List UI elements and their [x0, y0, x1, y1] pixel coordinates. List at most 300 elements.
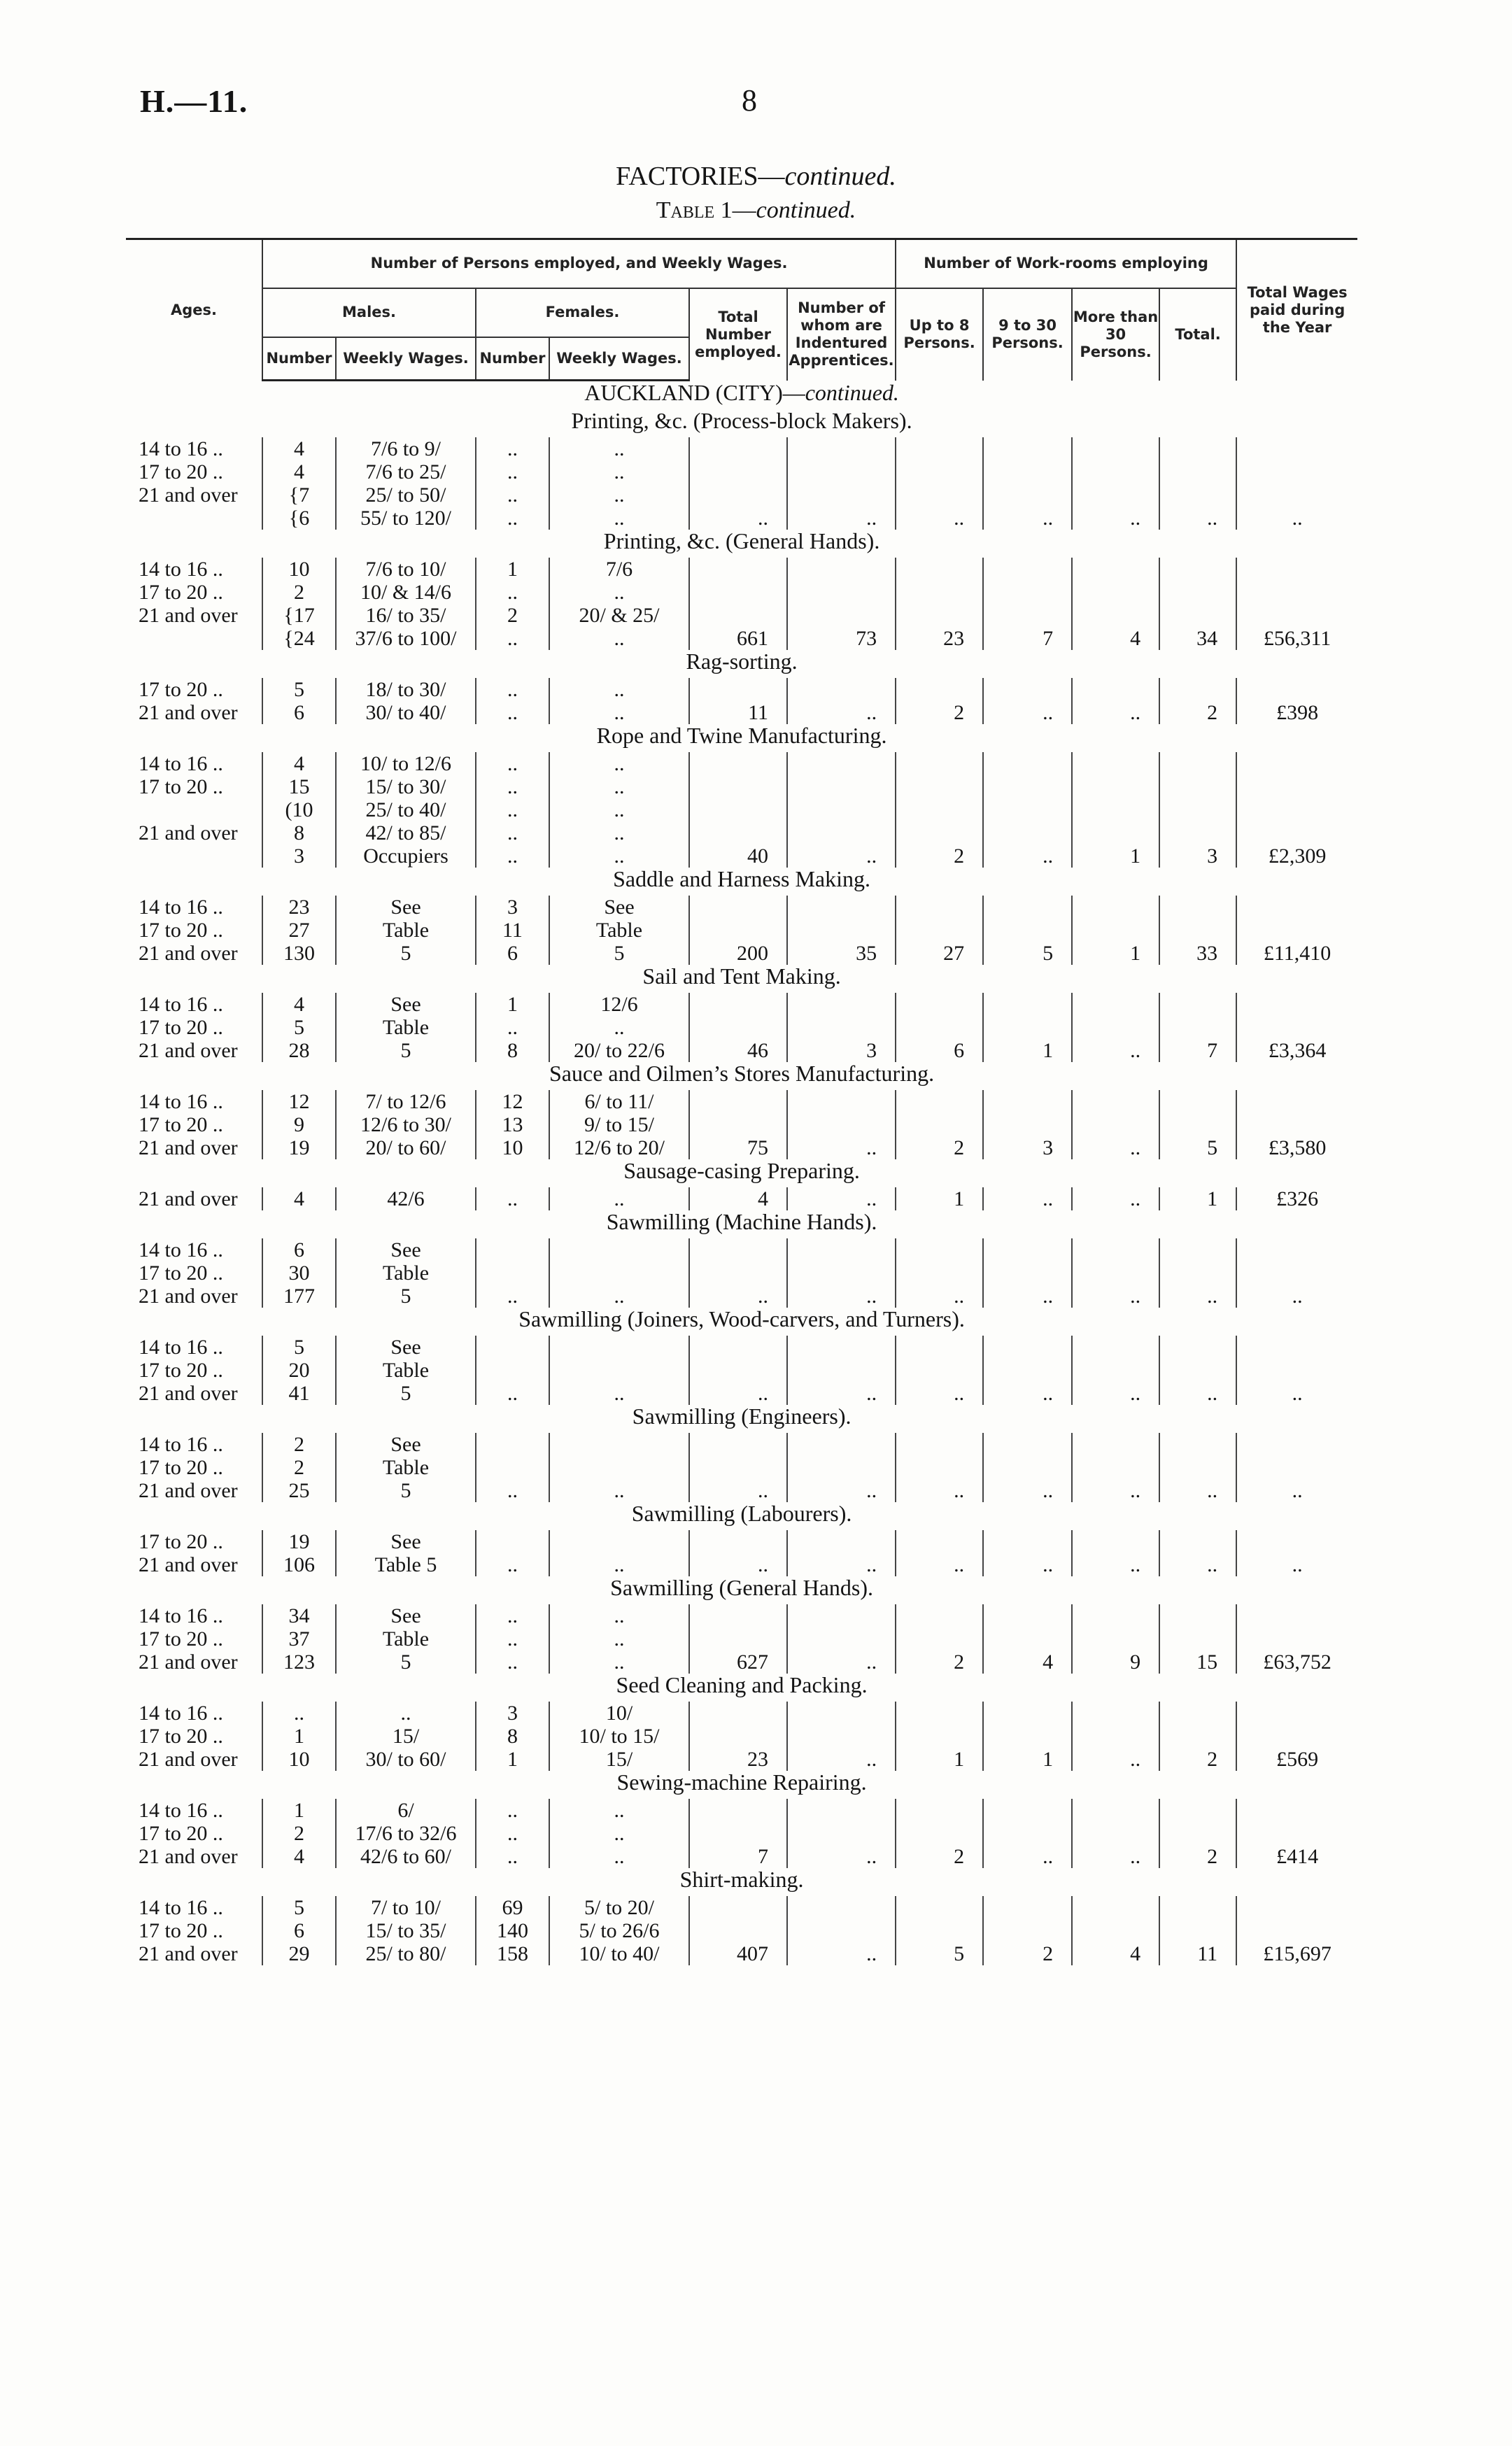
- females-number-line: 10: [502, 1136, 523, 1159]
- males-number-line: (10: [285, 798, 313, 821]
- males-wages: [336, 437, 476, 530]
- males-wages: [336, 1702, 476, 1771]
- males-number-line: 27: [288, 919, 310, 942]
- ages-line: 17 to 20 ..: [139, 1822, 223, 1845]
- ages-line: 21 and over: [139, 483, 238, 507]
- females-wages-line: [550, 1238, 688, 1261]
- males-wages-line: Table: [382, 1359, 430, 1382]
- females-wages: [549, 1238, 689, 1308]
- ages: [126, 896, 262, 965]
- males-wages-line: 5: [400, 1479, 411, 1502]
- rooms-9-to-30: 4: [983, 1604, 1072, 1674]
- title-continued: continued.: [784, 162, 896, 191]
- total-employed: 11: [689, 678, 787, 724]
- rooms-up-to-8: 2: [896, 678, 983, 724]
- section-data-row: [126, 1799, 1357, 1868]
- females-number-line: ..: [507, 701, 518, 724]
- females-wages: [549, 752, 689, 868]
- males-wages-line: Table: [382, 1627, 430, 1650]
- females-wages-line: See: [604, 896, 635, 919]
- ages: [126, 752, 262, 868]
- apprentices: ..: [787, 1702, 896, 1771]
- males-number-line: 10: [288, 558, 310, 581]
- males-wages-line: 15/ to 30/: [365, 775, 446, 798]
- females-wages-line: 20/ to 22/6: [573, 1039, 665, 1062]
- col-more-than-30: More than 30 Persons.: [1072, 288, 1159, 381]
- males-number-line: 29: [288, 1942, 310, 1965]
- females-wages-line: ..: [614, 483, 625, 507]
- males-number-line: 20: [288, 1359, 310, 1382]
- females-wages: [549, 1799, 689, 1868]
- females-number: [476, 993, 549, 1062]
- ages-line: 21 and over: [139, 1479, 238, 1502]
- total-employed: ..: [689, 1336, 787, 1405]
- total-wages: £326: [1236, 1187, 1357, 1210]
- males-wages-line: 20/ to 60/: [365, 1136, 446, 1159]
- section-title-row: [126, 1674, 1357, 1702]
- males-number-line: 23: [288, 896, 310, 919]
- males-number-line: 5: [294, 1016, 304, 1039]
- males-wages: [336, 1238, 476, 1308]
- ages-line: [139, 507, 262, 530]
- females-wages-line: [550, 1336, 688, 1359]
- factories-table: [126, 238, 1357, 1965]
- females-wages-line: ..: [614, 627, 625, 650]
- rooms-more-than-30: ..: [1072, 1336, 1159, 1405]
- section-data-row: [126, 437, 1357, 530]
- males-number-line: 130: [283, 942, 315, 965]
- col-9-to-30: 9 to 30 Persons.: [983, 288, 1072, 381]
- apprentices: 73: [787, 558, 896, 650]
- page-number: 8: [742, 83, 757, 118]
- ages-line: 17 to 20 ..: [139, 1261, 223, 1285]
- males-wages-line: See: [390, 1336, 421, 1359]
- females-number-line: ..: [507, 581, 518, 604]
- females-wages-line: ..: [614, 1604, 625, 1627]
- males-wages-line: 25/ to 40/: [365, 798, 446, 821]
- females-number: [476, 437, 549, 530]
- ages-line: 14 to 16 ..: [139, 1238, 223, 1261]
- rooms-9-to-30: 3: [983, 1090, 1072, 1159]
- total-employed: 7: [689, 1799, 787, 1868]
- ages: [126, 1896, 262, 1965]
- ages-line: 14 to 16 ..: [139, 896, 223, 919]
- rooms-9-to-30: ..: [983, 1238, 1072, 1308]
- section-title-cell: [126, 724, 1357, 752]
- males-number: [262, 1604, 336, 1674]
- ages-line: 21 and over: [139, 1285, 238, 1308]
- males-wages-line: Table 5: [374, 1553, 437, 1576]
- apprentices: 35: [787, 896, 896, 965]
- section-title-row: [126, 1405, 1357, 1433]
- total-wages: ..: [1236, 437, 1357, 530]
- males-number-line: 6: [294, 701, 304, 724]
- ages-line: 17 to 20 ..: [139, 460, 223, 483]
- rooms-total: 15: [1159, 1604, 1236, 1674]
- ages-line: 17 to 20 ..: [139, 1627, 223, 1650]
- females-wages-line: [550, 1456, 688, 1479]
- males-number-line: 6: [294, 1919, 304, 1942]
- males-number-line: {7: [288, 483, 310, 507]
- total-wages: £569: [1236, 1702, 1357, 1771]
- ages-line: 14 to 16 ..: [139, 1090, 223, 1113]
- males-wages-line: See: [390, 1530, 421, 1553]
- ages-line: 17 to 20 ..: [139, 919, 223, 942]
- section-title-cell: [126, 1308, 1357, 1336]
- rooms-up-to-8: 23: [896, 558, 983, 650]
- males-number-line: 4: [294, 460, 304, 483]
- females-number-line: 8: [507, 1725, 518, 1748]
- section-title-row: [126, 650, 1357, 678]
- males-number-line: 5: [294, 678, 304, 701]
- females-number: [476, 1238, 549, 1308]
- rooms-9-to-30: 1: [983, 1702, 1072, 1771]
- rooms-up-to-8: 1: [896, 1702, 983, 1771]
- total-employed: 4: [689, 1187, 787, 1210]
- rooms-9-to-30: 7: [983, 558, 1072, 650]
- section-data-row: [126, 558, 1357, 650]
- females-wages: [549, 558, 689, 650]
- col-indentured: Number of whom are Indentured Apprentices.: [787, 288, 896, 381]
- section-title-cell: [126, 1868, 1357, 1896]
- females-wages-line: 9/ to 15/: [584, 1113, 654, 1136]
- males-number: [262, 558, 336, 650]
- males-number: [262, 993, 336, 1062]
- rooms-up-to-8: ..: [896, 1238, 983, 1308]
- region-row: [126, 381, 1357, 410]
- table-body: [126, 381, 1357, 1966]
- region-continued: continued.: [805, 380, 899, 405]
- females-number-line: ..: [507, 1627, 518, 1650]
- ages-line: 17 to 20 ..: [139, 1530, 223, 1553]
- females-number-line: ..: [507, 798, 518, 821]
- females-number-value: ..: [507, 1553, 518, 1576]
- section-title-cell: [126, 409, 1357, 437]
- rooms-up-to-8: 2: [896, 752, 983, 868]
- males-wages-line: 16/ to 35/: [365, 604, 446, 627]
- females-wages: [549, 1090, 689, 1159]
- ages: [126, 1702, 262, 1771]
- females-number-line: ..: [507, 437, 518, 460]
- ages-line: [139, 798, 262, 821]
- females-number-line: 6: [507, 942, 518, 965]
- males-wages-line: 42/6: [387, 1187, 425, 1210]
- females-wages-line: ..: [614, 678, 625, 701]
- total-employed: ..: [689, 1238, 787, 1308]
- ages-line: 17 to 20 ..: [139, 1016, 223, 1039]
- ages: [126, 1604, 262, 1674]
- section-title-row: [126, 1502, 1357, 1530]
- section-title-row: [126, 1868, 1357, 1896]
- females-wages: [549, 678, 689, 724]
- females-number-line: 158: [497, 1942, 528, 1965]
- females-wages: [549, 1702, 689, 1771]
- females-wages-line: ..: [614, 752, 625, 775]
- rooms-9-to-30: 2: [983, 1896, 1072, 1965]
- section-data-row: [126, 1530, 1357, 1576]
- males-number-line: 10: [288, 1748, 310, 1771]
- ages: [126, 993, 262, 1062]
- males-wages-line: Occupiers: [363, 844, 448, 868]
- males-wages-line: Table: [382, 919, 430, 942]
- males-wages-line: 6/: [397, 1799, 414, 1822]
- ages: [126, 678, 262, 724]
- section-title-row: [126, 1210, 1357, 1238]
- males-wages-line: 15/: [392, 1725, 420, 1748]
- ages-line: 21 and over: [139, 1187, 238, 1210]
- rooms-up-to-8: ..: [896, 1530, 983, 1576]
- col-rooms-total: Total.: [1159, 288, 1236, 381]
- males-wages: [336, 993, 476, 1062]
- females-wages: [549, 437, 689, 530]
- section-title: Sauce and Oilmen’s Stores Manufacturing.: [549, 1061, 935, 1086]
- males-wages: [336, 678, 476, 724]
- males-wages: [336, 1530, 476, 1576]
- ages-line: 21 and over: [139, 942, 238, 965]
- males-number: [262, 437, 336, 530]
- males-number-line: 25: [288, 1479, 310, 1502]
- section-title-cell: [126, 1159, 1357, 1187]
- males-wages: [336, 752, 476, 868]
- females-number: [476, 1604, 549, 1674]
- males-number-line: 28: [288, 1039, 310, 1062]
- females-wages-line: ..: [614, 775, 625, 798]
- region-heading: [126, 381, 1357, 410]
- apprentices: ..: [787, 437, 896, 530]
- females-wages-line: 7/6: [605, 558, 633, 581]
- males-wages-line: 12/6 to 30/: [360, 1113, 451, 1136]
- males-number-line: 2: [294, 1822, 304, 1845]
- males-number: [262, 1238, 336, 1308]
- females-wages-line: ..: [614, 1187, 625, 1210]
- rooms-total: ..: [1159, 1238, 1236, 1308]
- section-title-cell: [126, 1062, 1357, 1090]
- males-number: [262, 1530, 336, 1576]
- rooms-more-than-30: ..: [1072, 678, 1159, 724]
- section-title-cell: [126, 650, 1357, 678]
- ages: [126, 1530, 262, 1576]
- rooms-more-than-30: ..: [1072, 1433, 1159, 1502]
- total-employed: 627: [689, 1604, 787, 1674]
- females-wages-line: 5: [614, 942, 625, 965]
- col-females-number: Number: [476, 337, 549, 381]
- females-number-line: 1: [507, 558, 518, 581]
- section-data-row: [126, 1238, 1357, 1308]
- rooms-more-than-30: ..: [1072, 1702, 1159, 1771]
- males-number-line: 5: [294, 1336, 304, 1359]
- group-workrooms: Number of Work-rooms employing: [896, 239, 1236, 288]
- section-data-row: [126, 1604, 1357, 1674]
- females-number-line: 11: [502, 919, 523, 942]
- males-wages-line: ..: [400, 1702, 411, 1725]
- males-wages-line: 42/6 to 60/: [360, 1845, 451, 1868]
- rooms-more-than-30: 4: [1072, 558, 1159, 650]
- females-wages-line: [550, 1433, 688, 1456]
- males-number-line: 34: [288, 1604, 310, 1627]
- ages: [126, 1187, 262, 1210]
- females-number-line: ..: [507, 1187, 518, 1210]
- males-number-line: 177: [283, 1285, 315, 1308]
- males-wages-line: 37/6 to 100/: [355, 627, 457, 650]
- females-wages-line: ..: [614, 1627, 625, 1650]
- females-number-line: ..: [507, 821, 518, 844]
- rooms-total: 11: [1159, 1896, 1236, 1965]
- section-data-row: [126, 896, 1357, 965]
- apprentices: 3: [787, 993, 896, 1062]
- rooms-more-than-30: ..: [1072, 1799, 1159, 1868]
- rooms-up-to-8: 6: [896, 993, 983, 1062]
- total-wages: £3,364: [1236, 993, 1357, 1062]
- females-number-line: 13: [502, 1113, 523, 1136]
- ages-line: 21 and over: [139, 701, 238, 724]
- ages-line: 21 and over: [139, 1382, 238, 1405]
- rooms-up-to-8: ..: [896, 1433, 983, 1502]
- section-data-row: [126, 1896, 1357, 1965]
- females-wages-line: ..: [614, 1845, 625, 1868]
- ages-line: 21 and over: [139, 604, 238, 627]
- ages-line: 21 and over: [139, 821, 238, 844]
- rooms-9-to-30: 5: [983, 896, 1072, 965]
- females-wages-line: 10/ to 15/: [579, 1725, 660, 1748]
- females-number: [476, 896, 549, 965]
- ages-line: [139, 844, 262, 868]
- section-title-row: [126, 724, 1357, 752]
- rooms-up-to-8: 2: [896, 1604, 983, 1674]
- males-number-line: 15: [288, 775, 310, 798]
- col-females-wages: Weekly Wages.: [549, 337, 689, 381]
- section-title-cell: [126, 530, 1357, 558]
- females-wages-line: ..: [614, 1553, 625, 1576]
- males-number-line: 19: [288, 1530, 310, 1553]
- apprentices: ..: [787, 1530, 896, 1576]
- females-number: [476, 1090, 549, 1159]
- col-up-to-8: Up to 8 Persons.: [896, 288, 983, 381]
- ages: [126, 1799, 262, 1868]
- females-wages-line: 15/: [605, 1748, 633, 1771]
- total-employed: 200: [689, 896, 787, 965]
- ages-line: 14 to 16 ..: [139, 558, 223, 581]
- page-title: [0, 161, 1512, 192]
- females-wages-line: ..: [614, 844, 625, 868]
- section-title-cell: [126, 1674, 1357, 1702]
- males-number-line: 41: [288, 1382, 310, 1405]
- females-number-line: ..: [507, 1650, 518, 1674]
- section-title-row: [126, 1308, 1357, 1336]
- males-wages-line: 5: [400, 1382, 411, 1405]
- females-wages-line: ..: [614, 1479, 625, 1502]
- section-data-row: [126, 1090, 1357, 1159]
- section-title: Printing, &c. (Process-block Makers).: [571, 408, 912, 433]
- ages-line: 21 and over: [139, 1039, 238, 1062]
- section-title: Sawmilling (Labourers).: [631, 1501, 852, 1526]
- ages-line: 17 to 20 ..: [139, 1359, 223, 1382]
- males-number-line: 4: [294, 1845, 304, 1868]
- rooms-total: 2: [1159, 1702, 1236, 1771]
- apprentices: ..: [787, 1604, 896, 1674]
- apprentices: ..: [787, 678, 896, 724]
- rooms-total: 1: [1159, 1187, 1236, 1210]
- section-title-cell: [126, 1502, 1357, 1530]
- col-males-wages: Weekly Wages.: [336, 337, 476, 381]
- females-number: [476, 752, 549, 868]
- apprentices: ..: [787, 752, 896, 868]
- section-data-row: [126, 1187, 1357, 1210]
- females-wages-line: 12/6 to 20/: [573, 1136, 665, 1159]
- ages: [126, 1090, 262, 1159]
- section-title: Saddle and Harness Making.: [613, 866, 871, 891]
- females-wages-line: ..: [614, 798, 625, 821]
- males-number-line: 19: [288, 1136, 310, 1159]
- females-wages: [549, 1336, 689, 1405]
- section-title-cell: [126, 1210, 1357, 1238]
- total-employed: 23: [689, 1702, 787, 1771]
- section-title: Sawmilling (Machine Hands).: [606, 1209, 877, 1234]
- col-total-employed: Total Number employed.: [689, 288, 787, 381]
- section-title: Sawmilling (General Hands).: [610, 1575, 873, 1600]
- females-wages-line: 10/: [605, 1702, 633, 1725]
- males-wages-line: 55/ to 120/: [360, 507, 451, 530]
- col-ages: Ages.: [126, 239, 262, 381]
- rooms-total: 2: [1159, 1799, 1236, 1868]
- total-wages: £398: [1236, 678, 1357, 724]
- males-wages-line: 5: [400, 1650, 411, 1674]
- ages: [126, 1433, 262, 1502]
- females-number-line: ..: [507, 1016, 518, 1039]
- rooms-up-to-8: ..: [896, 437, 983, 530]
- col-males-number: Number: [262, 337, 336, 381]
- rooms-up-to-8: 2: [896, 1799, 983, 1868]
- females-number-line: ..: [507, 844, 518, 868]
- males-wages-line: 42/ to 85/: [365, 821, 446, 844]
- section-data-row: [126, 1433, 1357, 1502]
- total-wages: ..: [1236, 1530, 1357, 1576]
- males-number-line: 123: [283, 1650, 315, 1674]
- section-title-cell: [126, 1771, 1357, 1799]
- rooms-9-to-30: 1: [983, 993, 1072, 1062]
- females-wages-line: 5/ to 26/6: [579, 1919, 660, 1942]
- males-wages-line: 7/6 to 25/: [365, 460, 446, 483]
- females-number: [476, 1336, 549, 1405]
- section-title-row: [126, 965, 1357, 993]
- rooms-more-than-30: 4: [1072, 1896, 1159, 1965]
- females-number-line: 12: [502, 1090, 523, 1113]
- males-wages-line: See: [390, 1238, 421, 1261]
- males-number: [262, 1090, 336, 1159]
- males-number: [262, 896, 336, 965]
- females-number: [476, 558, 549, 650]
- males-number-line: 3: [294, 844, 304, 868]
- females-number-line: ..: [507, 1799, 518, 1822]
- males-wages-line: 10/ to 12/6: [360, 752, 451, 775]
- rooms-total: 33: [1159, 896, 1236, 965]
- section-title: Rope and Twine Manufacturing.: [596, 723, 887, 748]
- females-wages-line: ..: [614, 821, 625, 844]
- table-subtitle: [0, 197, 1512, 224]
- report-reference: H.—11.: [140, 83, 248, 119]
- females-wages-line: 20/ & 25/: [579, 604, 660, 627]
- apprentices: ..: [787, 1238, 896, 1308]
- males-number-line: 1: [294, 1725, 304, 1748]
- ages-line: 14 to 16 ..: [139, 437, 223, 460]
- females-number: [476, 1433, 549, 1502]
- section-title: Sewing-machine Repairing.: [616, 1769, 867, 1795]
- females-wages-line: 6/ to 11/: [584, 1090, 654, 1113]
- females-wages-line: 12/6: [600, 993, 638, 1016]
- rooms-more-than-30: 1: [1072, 896, 1159, 965]
- males-wages: [336, 1896, 476, 1965]
- section-title: Sausage-casing Preparing.: [623, 1158, 860, 1183]
- males-wages-line: Table: [382, 1016, 430, 1039]
